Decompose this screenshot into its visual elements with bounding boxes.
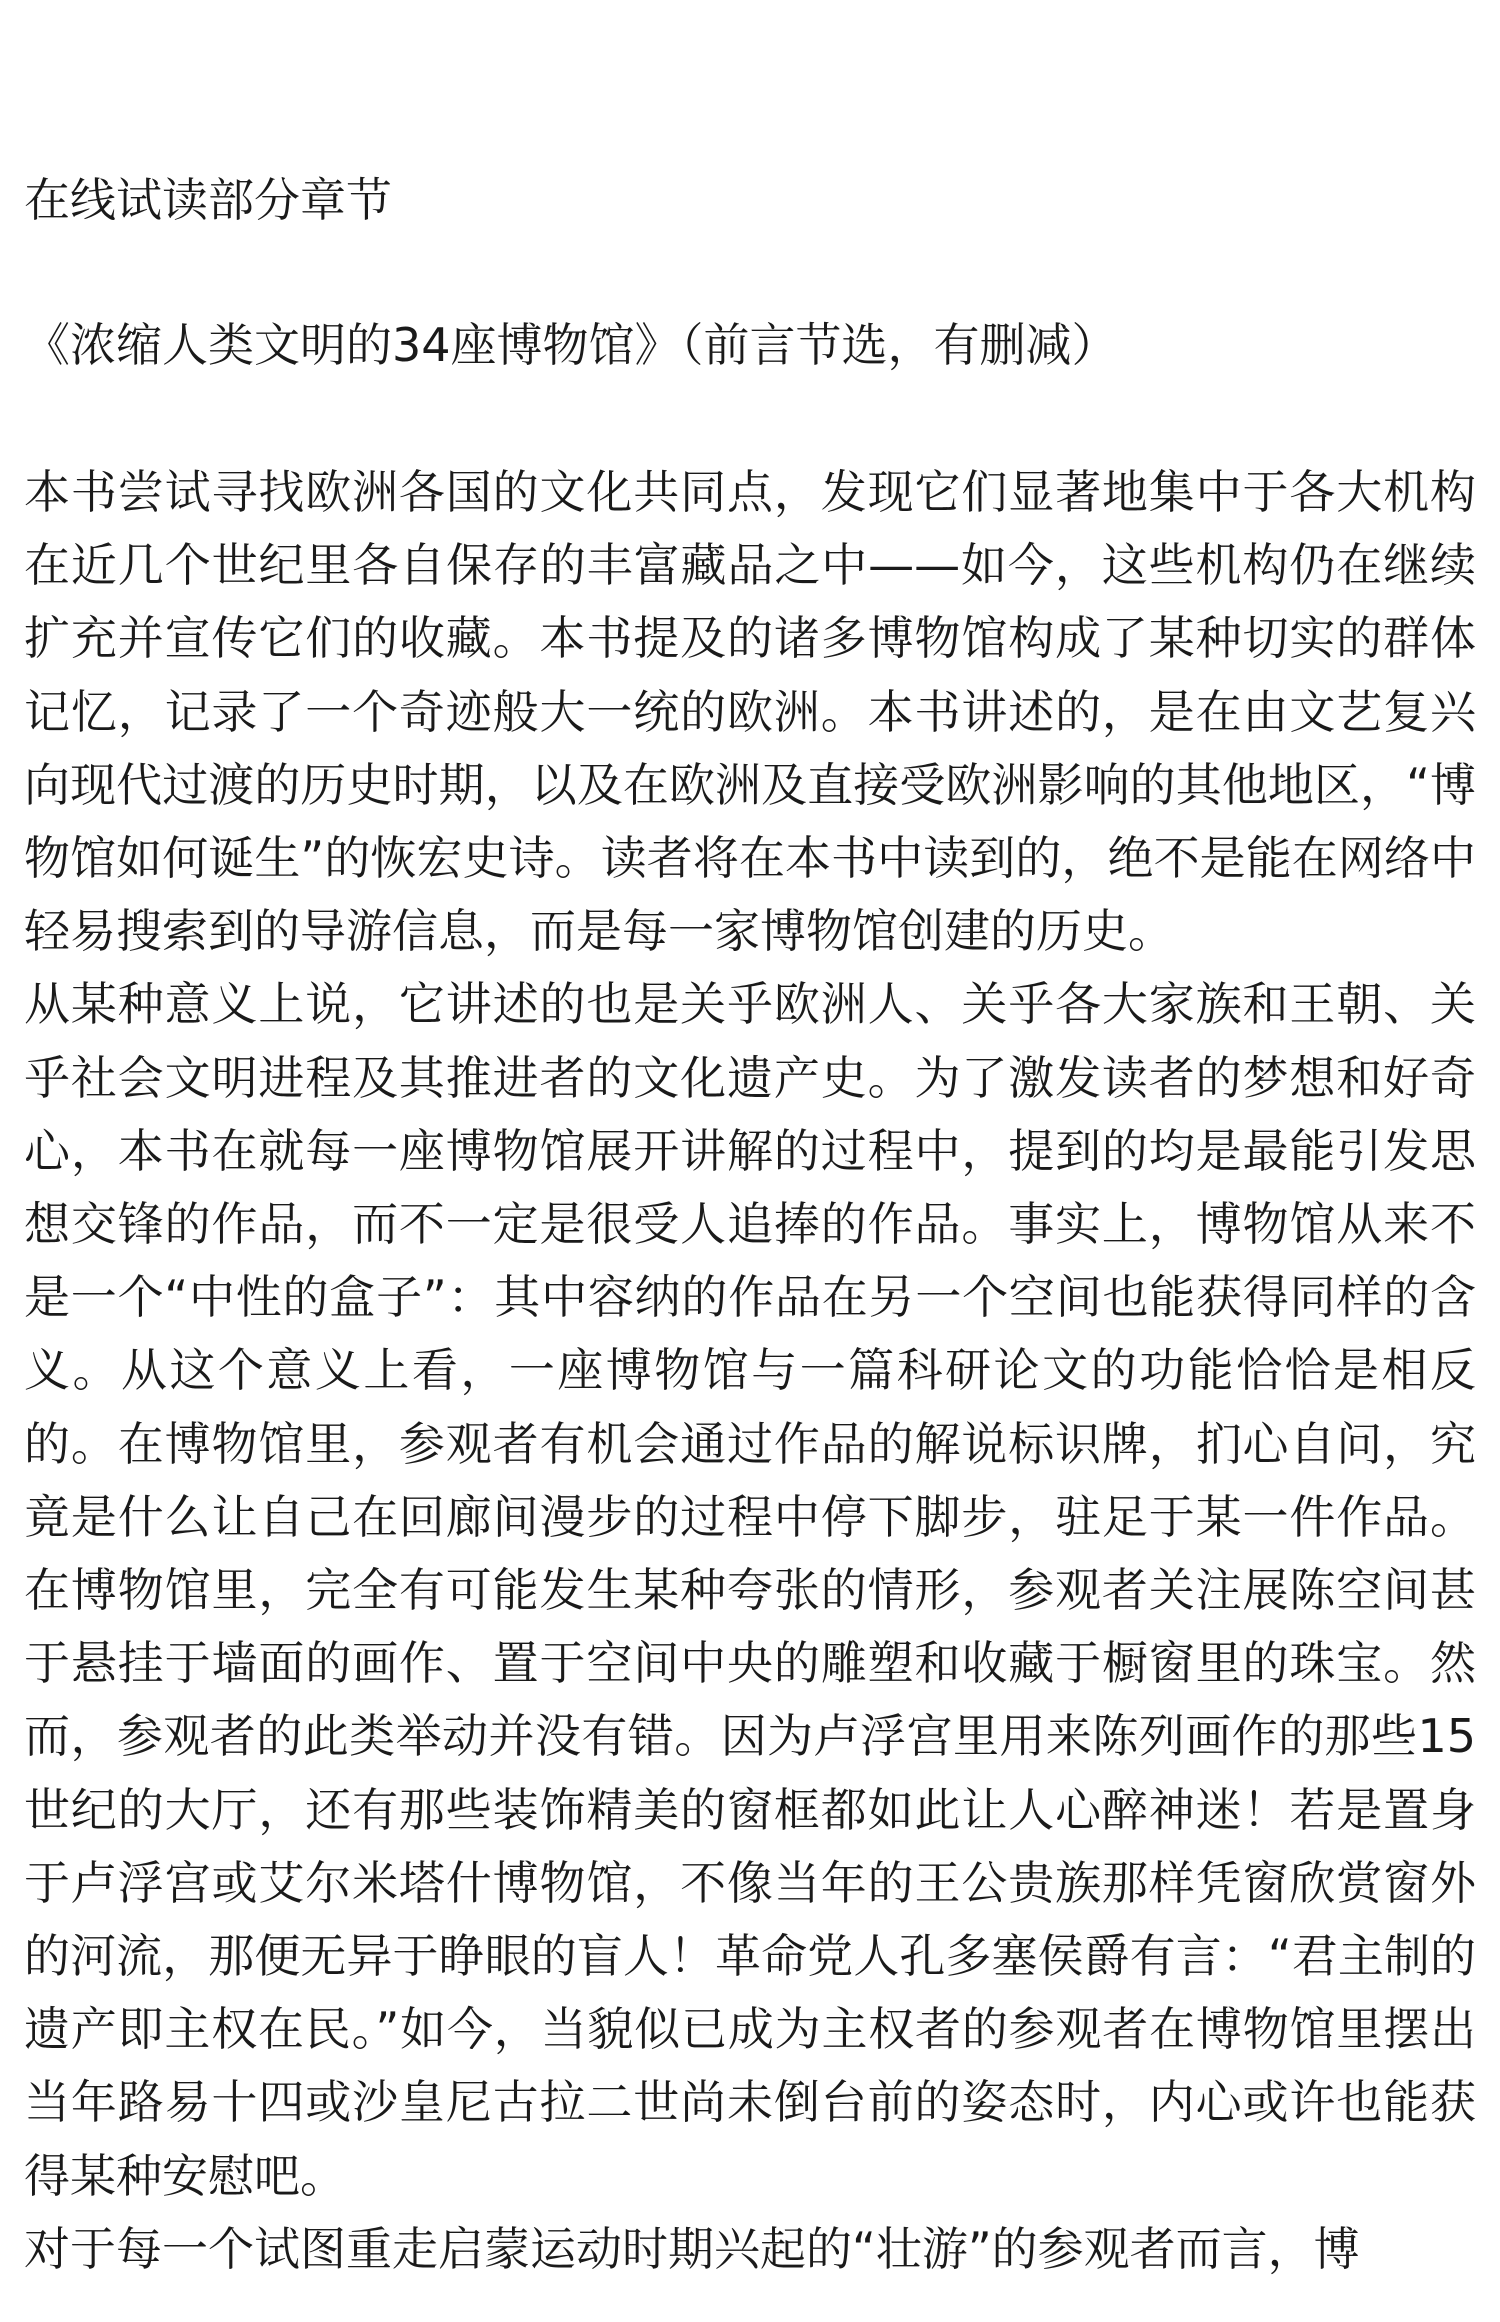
book-title: 《浓缩人类文明的34座博物馆》（前言节选，有删减）: [24, 318, 1118, 372]
paragraph: 本书尝试寻找欧洲各国的文化共同点，发现它们显著地集中于各大机构在近几个世纪里各自保存的丰富藏品之中——如今，这些机构仍在继续扩充并宣传它们的收藏。本书提及的诸多博物馆构成了某种切实的群体记忆，记录了一个奇迹般大一统的欧洲。本书讲述的，是在由文艺复兴向现代过渡的历史时期，以及在欧洲及直接受欧洲影响的其他地区，“博物馆如何诞生”的恢宏史诗。读者将在本书中读到的，绝不是能在网络中轻易搜索到的导游信息，而是每一家博物馆创建的历史。: [24, 465, 1476, 959]
excerpt-body: [24, 456, 1476, 2286]
section-label: 在线试读部分章节: [24, 173, 392, 227]
paragraph: 对于每一个试图重走启蒙运动时期兴起的“壮游”的参观者而言，博: [24, 2221, 1360, 2276]
paragraph: 从某种意义上说，它讲述的也是关乎欧洲人、关乎各大家族和王朝、关乎社会文明进程及其推进者的文化遗产史。为了激发读者的梦想和好奇心，本书在就每一座博物馆展开讲解的过程中，提到的均是最能引发思想交锋的作品，而不一定是很受人追捧的作品。事实上，博物馆从来不是一个“中性的盒子”：其中容纳的作品在另一个空间也能获得同样的含义。从这个意义上看，一座博物馆与一篇科研论文的功能恰恰是相反的。在博物馆里，参观者有机会通过作品的解说标识牌，扪心自问，究竟是什么让自己在回廊间漫步的过程中停下脚步，驻足于某一件作品。在博物馆里，完全有可能发生某种夸张的情形，参观者关注展陈空间甚于悬挂于墙面的画作、置于空间中央的雕塑和收藏于橱窗里的珠宝。然而，参观者的此类举动并没有错。因为卢浮宫里用来陈列画作的那些15世纪的大厅，还有那些装饰精美的窗框都如此让人心醉神迷！若是置身于卢浮宫或艾尔米塔什博物馆，不像当年的王公贵族那样凭窗欣赏窗外的河流，那便无异于睁眼的盲人！革命党人孔多塞侯爵有言：“君主制的遗产即主权在民。”如今，当貌似已成为主权者的参观者在博物馆里摆出当年路易十四或沙皇尼古拉二世尚未倒台前的姿态时，内心或许也能获得某种安慰吧。: [24, 977, 1476, 2203]
